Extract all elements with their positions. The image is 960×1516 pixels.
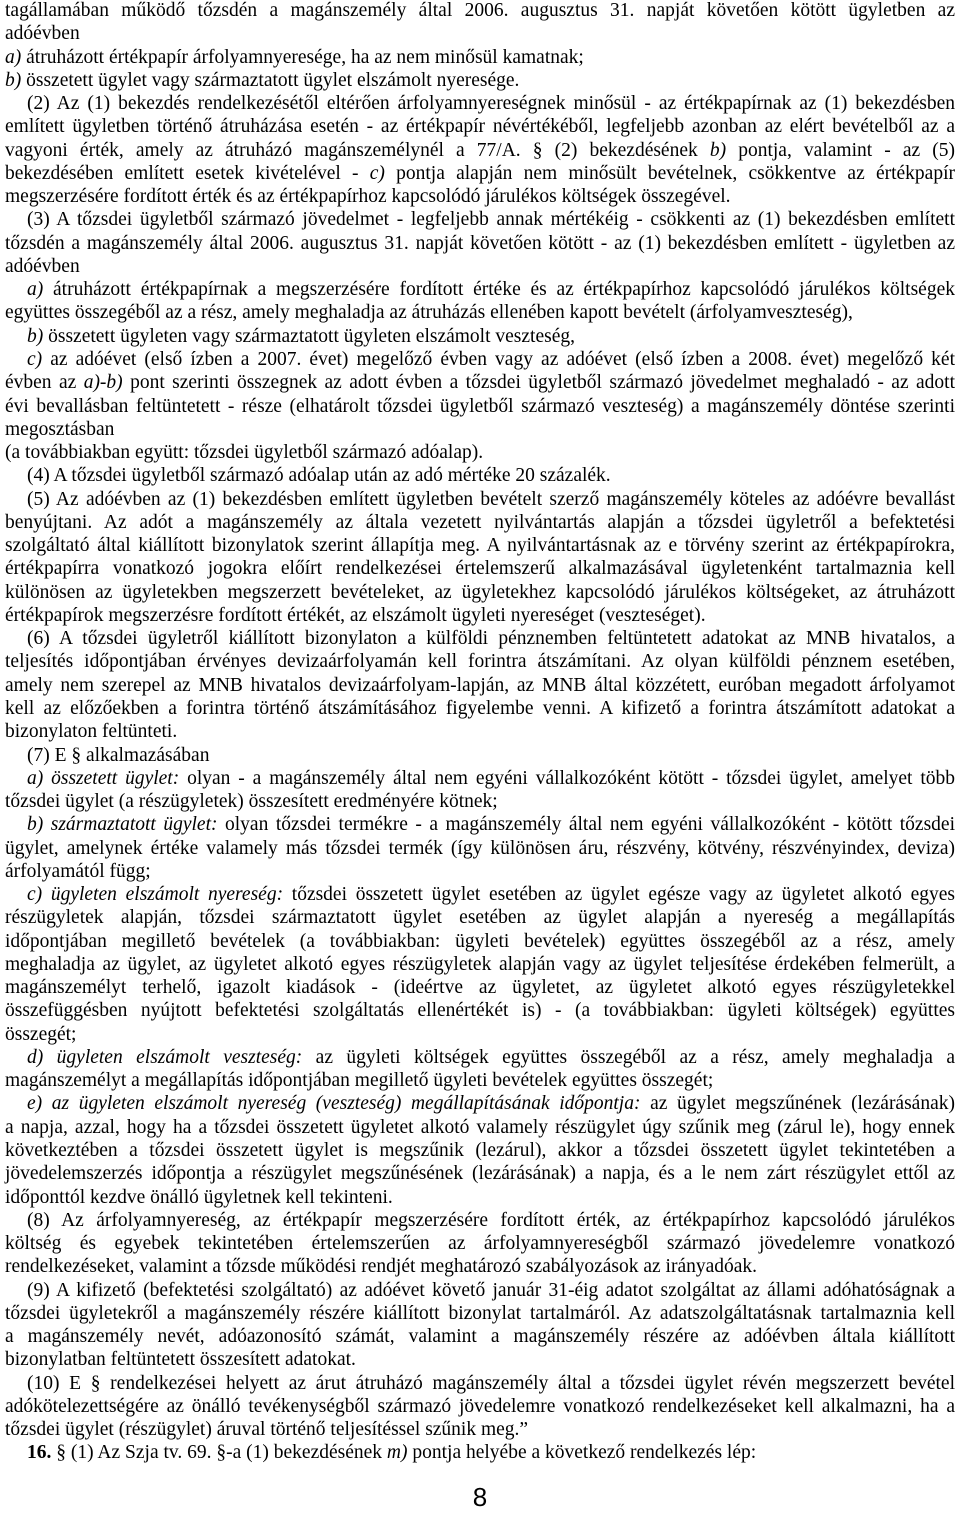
text-line: időponttól kezdve önálló ügyletnek kell tekinteni. — [5, 1186, 393, 1208]
text-line — [5, 883, 955, 906]
section-number: 16. — [27, 1442, 52, 1464]
text-line — [5, 325, 955, 348]
text-run: pontja alapján nem minősült bevételnek, csökkentve az értékpapír — [384, 162, 955, 184]
text-run: az ügyleti költségek együttes összegéből az a rész, amely meghaladja a — [302, 1046, 955, 1068]
text-line: tagállamában működő tőzsdén a magánszemély által 2006. augusztus 31. napját követően kötött ügyletben az — [5, 0, 955, 21]
text-run: átruházott értékpapírnak a megszerzésére fordított értéke és az értékpapírhoz kapcsolódó járulékos költségek — [43, 279, 955, 301]
text-line — [5, 348, 955, 371]
text-line — [5, 278, 955, 301]
text-run: tőzsdei összetett ügylet esetében az ügylet egésze vagy az ügyletet alkotó egyes — [283, 884, 955, 906]
text-line: megosztásban — [5, 418, 115, 440]
text-run: § (1) Az Szja tv. 69. §-a (1) bekezdésének — [51, 1442, 387, 1464]
text-line: magánszemélyt terhelő, igazolt kiadások - (ideértve az ügyletet, az ügyletet alkotó egyes részügyletekkel — [5, 977, 955, 999]
text-line: bizonylatban feltüntetett összesített adatokat. — [5, 1349, 356, 1371]
text-line: kell az előzőekben a forintra történő átszámításához figyelembe venni. A kifizető a forintra átszámított adatokat a — [5, 697, 955, 719]
text-line: összegét; — [5, 1023, 77, 1045]
text-line — [5, 767, 955, 790]
text-line: (3) A tőzsdei ügyletből származó jövedelmet - legfeljebb annak mértékéig - csökkenti az (1) bekezdésben említett — [27, 209, 955, 231]
text-line: adókötelezettségére az önálló tevékenységből származó jövedelemre vonatkozó rendelkezéseket kell alkalmazni, ha a — [5, 1395, 955, 1417]
text-line — [5, 69, 955, 92]
text-line: (6) A tőzsdei ügyletről kiállított bizonylaton a külföldi pénznemben feltüntetett adatokat az MNB hivatalos, a — [27, 628, 955, 650]
text-line — [5, 371, 955, 394]
text-line: időpontjában megillető bevételek (a továbbiakban: ügyleti bevételek) együttes összegéből az a rész, amely — [5, 930, 955, 952]
text-line: adóévben — [5, 23, 80, 45]
defined-term: a) összetett ügylet: — [27, 767, 180, 789]
text-line: a magánszemély nevét, adóazonosító számát, valamint a magánszemély részére az adóévben általa kiállított — [5, 1326, 955, 1348]
text-run: átruházott értékpapír árfolyamnyeresége, ha az nem minősül kamatnak; — [21, 46, 584, 68]
text-line: (4) A tőzsdei ügyletből származó adóalap után az adó mértéke 20 százalék. — [27, 465, 611, 487]
defined-term: d) ügyleten elszámolt veszteség: — [27, 1046, 303, 1068]
text-line: benyújtani. Az adót a magánszemély az általa vezetett nyilvántartás alapján a tőzsdei ügyletről a befektetési — [5, 511, 955, 533]
text-run: évben az — [5, 372, 84, 394]
text-line: említett ügyletben történő átruházása esetén - az értékpapír névértékéből, legfeljebb azonban az elért bevételből az a — [5, 116, 955, 138]
text-line: tőzsdén a magánszemély által 2006. augusztus 31. napját követően kötött - az (1) bekezdésben említett - ügyletben az — [5, 232, 955, 254]
text-run: bekezdésében említett esetek kivételével - — [5, 162, 370, 184]
text-line — [5, 1441, 955, 1464]
list-marker: b) — [27, 325, 44, 347]
text-line: teljesítés időpontjában érvényes devizaárfolyamán kell forintra átszámítani. Az olyan külföldi pénznem esetében, — [5, 651, 955, 673]
text-run: pontja helyébe a következő rendelkezés lép: — [407, 1442, 757, 1464]
text-line: magánszemélyt a megállapítás időpontjában megillető ügyleti bevételek együttes összegét; — [5, 1070, 714, 1092]
page-number: 8 — [472, 1482, 488, 1512]
defined-term: c) ügyleten elszámolt nyereség: — [27, 884, 284, 906]
text-line: évi bevallásban feltüntetett - része (elhatárolt tőzsdei ügyletből származó veszteség) a magánszemély döntése szerinti — [5, 395, 955, 417]
text-line: jövedelemszerzés időpontja a részügylet megszűnésének (lezárásának) a napja, és a le nem zárt részügylet ettől az — [5, 1163, 955, 1185]
text-line: szolgáltató által kiállított bizonylatok szerint állapítja meg. A nyilvántartásnak az e törvény szerint az értékpapírokra, — [5, 535, 955, 557]
text-line: adóévben — [5, 255, 80, 277]
text-line: együttes összegéből az a rész, amely meghaladja az átruházás ellenében kapott bevételt (árfolyamveszteség), — [5, 302, 853, 324]
text-line — [5, 46, 955, 69]
text-line: (8) Az árfolyamnyereség, az értékpapír megszerzésére fordított érték, az értékpapírhoz kapcsolódó járulékos — [27, 1209, 955, 1231]
text-line: részügyletek alapján, tőzsdei származtatott ügylet esetében az ügylet alapján a nyereség a megállapítás — [5, 907, 955, 929]
text-line: értékpapírra vonatkozó jogokra előírt rendelkezései értelemszerű alkalmazásával ügyletenként tartalmaznia kell — [5, 558, 955, 580]
text-line: rendelkezéseket, valamint a tőzsde működési rendjét meghatározó szabályozások az irányadóak. — [5, 1256, 758, 1278]
text-line: (a továbbiakban együtt: tőzsdei ügyletből származó adóalap). — [5, 442, 484, 464]
text-line — [5, 162, 955, 185]
text-line: különösen az ügyletekben megszerzett bevételeket, az ügyletekhez kapcsolódó járulékos költségeket, az átruházott — [5, 581, 955, 603]
point-reference: m) — [386, 1442, 408, 1464]
text-line: amely nem szerepel az MNB hivatalos devizaárfolyam-lapján, az MNB által közzétett, euróban megadott árfolyamot — [5, 674, 955, 696]
list-marker: a) — [5, 46, 22, 68]
defined-term: e) az ügyleten elszámolt nyereség (veszteség) megállapításának időpontja: — [27, 1093, 641, 1115]
text-line: árfolyamától függ; — [5, 860, 151, 882]
text-line: megszerzésére fordított érték és az értékpapírhoz kapcsolódó járulékos költségek összegével. — [5, 186, 731, 208]
text-line: következtében a tőzsdei összetett ügylet is megszűnik (lezárul), akkor a tőzsdei összetett ügylet tekintetében a — [5, 1140, 955, 1162]
text-run: olyan tőzsdei termékre - a magánszemély által nem egyéni vállalkozóként - kötött tőzsdei — [217, 814, 955, 836]
text-line: tőzsdei ügylet (részügylet) áruval történő teljesítéssel szűnik meg.” — [5, 1419, 529, 1441]
text-line — [5, 813, 955, 836]
text-line: költség és egyebek tekintetében értelemszerűen az árfolyamnyereségből származó jövedelemre vonatkozó — [5, 1233, 955, 1255]
text-run: az adóévet (első ízben a 2007. évet) megelőző évben vagy az adóévet (első ízben a 2008. évet) megelőző két — [42, 348, 955, 370]
text-line — [5, 139, 955, 162]
list-marker: c) — [27, 348, 43, 370]
point-reference: b) — [709, 139, 727, 161]
text-run: vagyoni érték, amely az átruházó magánszemélynél a 77/A. § (2) bekezdésének — [5, 139, 710, 161]
text-run: összetett ügyleten vagy származtatott ügyleten elszámolt veszteség, — [43, 325, 575, 347]
text-line: (7) E § alkalmazásában — [27, 744, 210, 766]
text-line: a napja, azzal, hogy ha a tőzsdei összetett ügyletet alkotó valamely részügylet úgy szűnik meg (zárul le), hogy ennek — [5, 1116, 955, 1138]
document-body — [5, 0, 955, 1465]
text-line: (10) E § rendelkezései helyett az árut átruházó magánszemély által a tőzsdei ügylet révén megszerzett bevétel — [27, 1372, 955, 1394]
list-marker: b) — [5, 69, 22, 91]
text-line: bizonylaton feltünteti. — [5, 721, 178, 743]
text-line — [5, 1046, 955, 1069]
point-reference: a)-b) — [83, 372, 123, 394]
text-line: (9) A kifizető (befektetési szolgáltató) az adóévet követő január 31-éig adatot szolgáltat az állami adóhatóságnak a — [27, 1279, 955, 1301]
text-run: olyan - a magánszemély által nem egyéni vállalkozóként kötött - tőzsdei ügylet, amelyet több — [179, 767, 955, 789]
text-line: meghaladja az ügylet, az ügyletet alkotó egyes részügyletek alapján vagy az ügylet teljesítése érdekében felmerült, a — [5, 953, 955, 975]
list-marker: a) — [27, 279, 44, 301]
text-line: értékpapírok megszerzésre fordított értékét, az elszámolt ügyleti nyereséget (veszteséget). — [5, 604, 706, 626]
text-line: tőzsdei ügyletekről a magánszemély részére kiállított bizonylat tartalmáról. Az adatszolgáltatásnak tartalmaznia kell — [5, 1302, 955, 1324]
text-line: (2) Az (1) bekezdés rendelkezésétől eltérően árfolyamnyereségnek minősül - az értékpapírnak az (1) bekezdésben — [27, 93, 955, 115]
text-line: (5) Az adóévben az (1) bekezdésben említett ügyletben bevételt szerző magánszemély köteles az adóévre bevallást — [27, 488, 955, 510]
text-run: összetett ügylet vagy származtatott ügylet elszámolt nyeresége. — [21, 69, 520, 91]
text-run: pontja, valamint - az (5) — [726, 139, 956, 161]
text-line: ügylet, amelynek értéke valamely más tőzsdei termék (így különösen áru, részvény, kötvény, részvényindex, deviza) — [5, 837, 955, 859]
text-line: tőzsdei ügylet (a részügyletek) összesített eredményére kötnek; — [5, 791, 498, 813]
text-line — [5, 1092, 955, 1115]
point-reference: c) — [369, 162, 385, 184]
text-run: pont szerinti összegnek az adott évben a tőzsdei ügyletből származó jövedelmet meghaladó - az adott — [122, 372, 955, 394]
text-run: az ügylet megszűnének (lezárásának) — [640, 1093, 955, 1115]
defined-term: b) származtatott ügylet: — [27, 814, 218, 836]
text-line: összefüggésben nyújtott befektetési szolgáltatás ellenértékét is) - (a továbbiakban: ügyleti költségek) együttes — [5, 1000, 955, 1022]
